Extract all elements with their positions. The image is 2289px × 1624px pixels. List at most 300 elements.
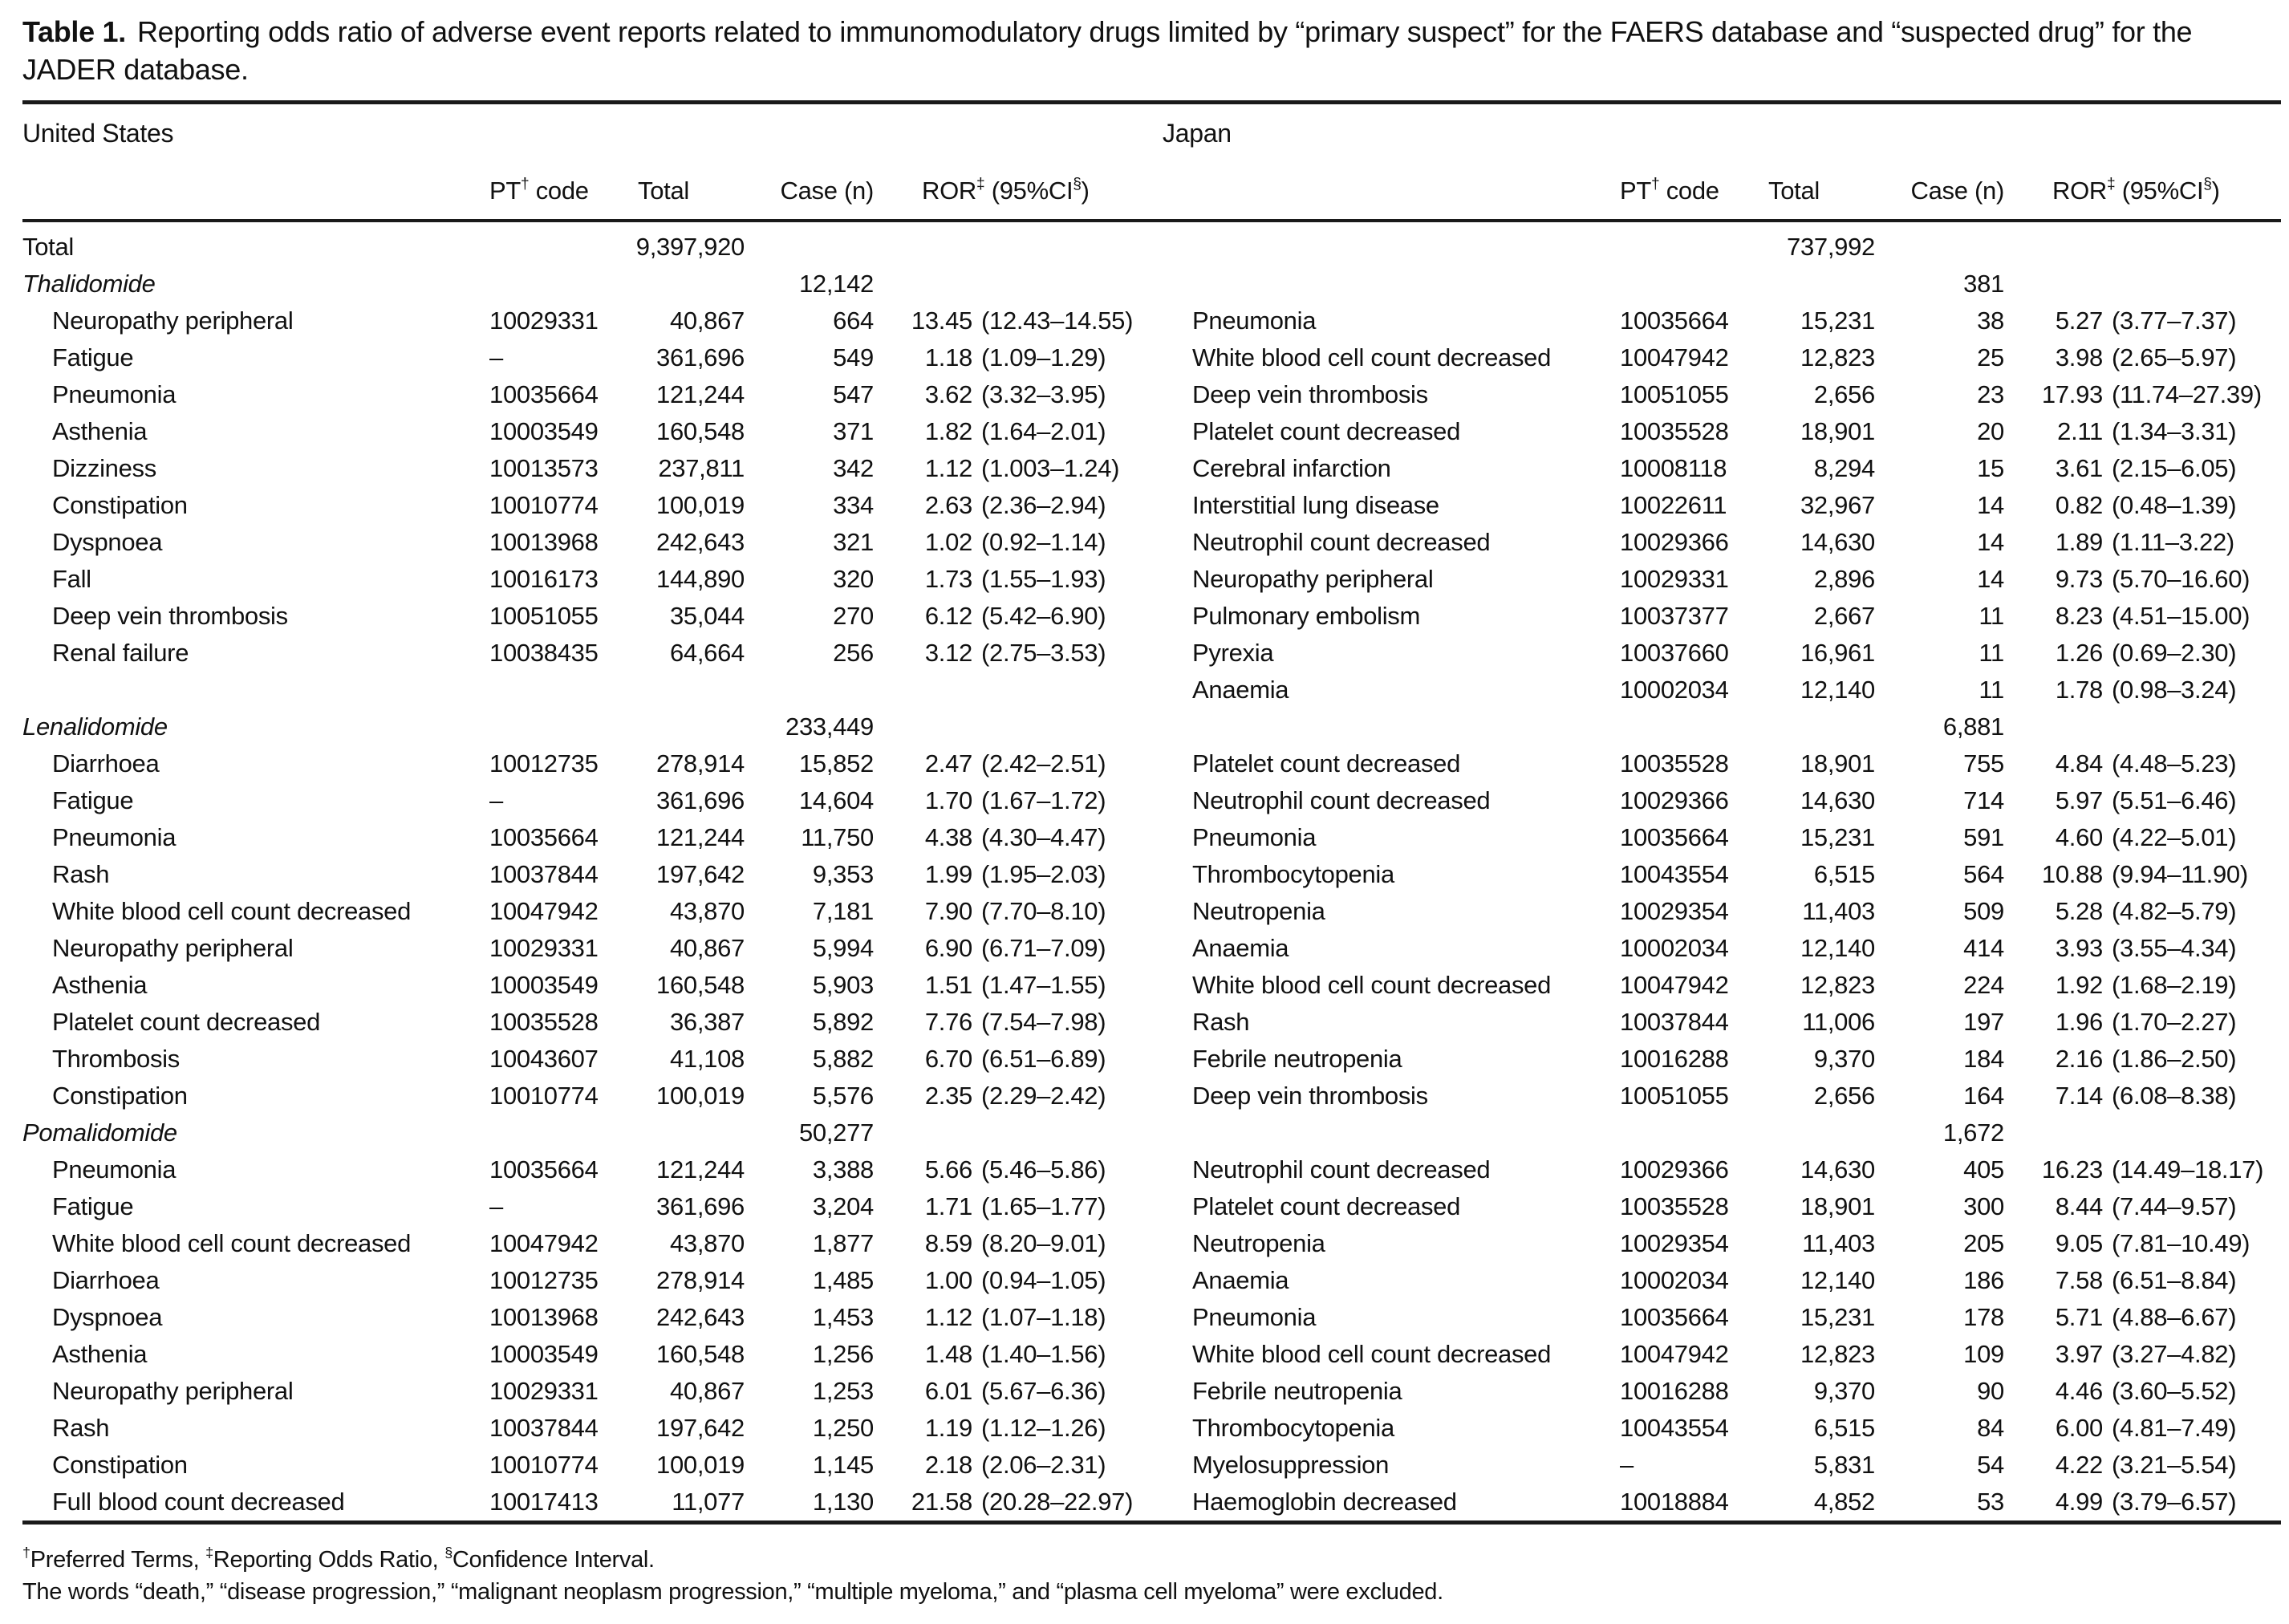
case-n-cell: 20	[1977, 417, 2004, 445]
ror-header-text: ROR	[922, 177, 976, 205]
case-n-cell: 1,672	[1942, 1119, 2004, 1147]
total-cell: 361,696	[656, 1192, 745, 1220]
ror-cell	[874, 639, 1147, 668]
pt-code-cell: –	[489, 1192, 503, 1220]
ror-cell	[2004, 1303, 2289, 1332]
pt-code-cell: 10010774	[489, 1082, 599, 1110]
ror-confidence-interval: (0.92–1.14)	[981, 528, 1106, 556]
table-row	[0, 1484, 2289, 1520]
region-us-label: United States	[22, 119, 174, 148]
ror-cell	[2004, 454, 2289, 483]
case-n-cell: 14	[1977, 491, 2004, 519]
case-n-cell: 186	[1963, 1266, 2004, 1294]
ror-confidence-interval: (6.51–8.84)	[2112, 1266, 2237, 1294]
ror-cell	[2004, 417, 2289, 446]
ror-cell	[2004, 1133, 2289, 1134]
table-row	[0, 708, 2289, 745]
pt-code-cell: –	[489, 343, 503, 371]
case-n-cell: 50,277	[798, 1119, 874, 1147]
pt-code-cell: 10029354	[1620, 897, 1729, 925]
case-n-cell: 549	[833, 343, 874, 371]
total-cell: 12,823	[1800, 971, 1875, 999]
pt-code-cell: 10016288	[1620, 1377, 1729, 1405]
ror-cell	[2004, 727, 2289, 728]
ror-confidence-interval: (4.22–5.01)	[2112, 823, 2237, 851]
ror-cell	[2004, 491, 2289, 520]
ae-name-cell	[22, 690, 489, 691]
case-n-cell: 1,453	[812, 1303, 874, 1331]
ror-value: 3.62	[924, 380, 972, 408]
table-row	[0, 376, 2289, 413]
case-n-cell: 1,130	[812, 1488, 874, 1516]
us-ror-header	[874, 177, 1147, 205]
ror-confidence-interval: (1.68–2.19)	[2112, 971, 2237, 999]
ae-name-cell	[1163, 727, 1620, 728]
ror-value: 2.18	[924, 1451, 972, 1479]
total-cell: 36,387	[669, 1008, 745, 1036]
ae-name-cell: Deep vein thrombosis	[52, 602, 288, 630]
ae-name-cell: Neutrophil count decreased	[1192, 1155, 1491, 1183]
ae-name-cell: Lenalidomide	[22, 713, 168, 741]
ror-cell	[2004, 749, 2289, 778]
case-n-cell: 25	[1977, 343, 2004, 371]
ror-value: 7.14	[2055, 1082, 2103, 1110]
ror-confidence-interval: (1.70–2.27)	[2112, 1008, 2237, 1036]
ae-name-cell: Pulmonary embolism	[1192, 602, 1421, 630]
ror-confidence-interval: (6.08–8.38)	[2112, 1082, 2237, 1110]
ror-confidence-interval: (20.28–22.97)	[981, 1488, 1134, 1516]
table-row	[0, 1410, 2289, 1447]
total-cell: 160,548	[656, 971, 745, 999]
ae-name-cell: Platelet count decreased	[52, 1008, 321, 1036]
ae-name-cell	[1163, 284, 1620, 285]
pt-code-cell: 10003549	[489, 1340, 599, 1368]
ror-value: 1.19	[924, 1414, 972, 1442]
pt-code-cell: 10010774	[489, 491, 599, 519]
pt-code-cell: 10002034	[1620, 1266, 1729, 1294]
pt-header-text: code	[529, 177, 589, 205]
ror-cell	[2004, 1340, 2289, 1369]
ror-cell	[874, 528, 1147, 557]
pt-code-cell: 10013573	[489, 454, 599, 482]
ror-value: 7.90	[924, 897, 972, 925]
total-cell: 11,006	[1802, 1008, 1875, 1036]
footnote-exclusions: The words “death,” “disease progression,” “malignant neoplasm progression,” “multiple myeloma,” and “plasma cell myeloma” were excluded.	[22, 1579, 1443, 1605]
case-n-cell: 714	[1963, 786, 2004, 814]
section-symbol: §	[2203, 175, 2212, 193]
ror-value: 6.90	[924, 934, 972, 962]
total-cell: 40,867	[669, 934, 745, 962]
ror-value: 8.23	[2055, 602, 2103, 630]
ror-confidence-interval: (4.48–5.23)	[2112, 749, 2237, 777]
ae-name-cell: Deep vein thrombosis	[1192, 380, 1428, 408]
ae-name-cell: Neutrophil count decreased	[1192, 528, 1491, 556]
pt-code-cell: 10029366	[1620, 1155, 1729, 1183]
pt-code-cell: 10018884	[1620, 1488, 1729, 1516]
pt-code-cell: 10043554	[1620, 1414, 1729, 1442]
pt-code-cell: 10029331	[489, 934, 599, 962]
ror-cell	[2004, 284, 2289, 285]
pt-header-text: PT	[489, 177, 522, 205]
total-cell: 100,019	[656, 1082, 745, 1110]
footnotes	[22, 1544, 2273, 1608]
ae-name-cell: Anaemia	[1192, 934, 1289, 962]
ae-name-cell: Neutropenia	[1192, 897, 1325, 925]
double-dagger-symbol: ‡	[205, 1544, 213, 1561]
dagger-symbol: †	[22, 1544, 30, 1561]
total-cell	[1740, 284, 1875, 285]
ae-name-cell: Pneumonia	[52, 380, 177, 408]
table-row	[0, 302, 2289, 339]
ae-name-cell: Neutropenia	[1192, 1229, 1325, 1257]
ae-name-cell: Thrombocytopenia	[1192, 1414, 1394, 1442]
total-cell: 8,294	[1813, 454, 1875, 482]
ae-name-cell: Haemoglobin decreased	[1192, 1488, 1457, 1516]
ae-name-cell: Anaemia	[1192, 676, 1289, 704]
pt-code-cell: 10051055	[1620, 1082, 1729, 1110]
ae-name-cell: Myelosuppression	[1192, 1451, 1390, 1479]
ror-confidence-interval: (12.43–14.55)	[981, 307, 1134, 335]
ae-name-cell: White blood cell count decreased	[52, 1229, 412, 1257]
ror-cell	[2004, 307, 2289, 335]
pt-code-cell	[489, 690, 610, 691]
ae-name-cell: Total	[22, 233, 74, 261]
ror-cell	[874, 1414, 1147, 1443]
pt-code-cell: 10013968	[489, 1303, 599, 1331]
ror-value: 0.82	[2055, 491, 2103, 519]
ror-confidence-interval: (3.60–5.52)	[2112, 1377, 2237, 1405]
total-cell: 43,870	[669, 1229, 745, 1257]
ror-value: 5.97	[2055, 786, 2103, 814]
ror-value: 3.97	[2055, 1340, 2103, 1368]
table-row	[0, 672, 2289, 708]
pt-code-cell: 10029366	[1620, 528, 1729, 556]
total-cell: 14,630	[1800, 528, 1875, 556]
total-cell: 43,870	[669, 897, 745, 925]
case-n-cell: 197	[1963, 1008, 2004, 1036]
footnote-definitions	[22, 1544, 2273, 1576]
ror-cell	[2004, 528, 2289, 557]
table-row	[0, 1078, 2289, 1114]
ae-name-cell: Platelet count decreased	[1192, 1192, 1461, 1220]
ror-confidence-interval: (5.67–6.36)	[981, 1377, 1106, 1405]
ror-cell	[2004, 1082, 2289, 1110]
ror-value: 1.02	[924, 528, 972, 556]
table-row	[0, 782, 2289, 819]
ror-value: 4.60	[2055, 823, 2103, 851]
table-row	[0, 561, 2289, 598]
ae-name-cell: Renal failure	[52, 639, 189, 667]
pt-code-cell: 10037844	[489, 1414, 599, 1442]
ae-name-cell: Fatigue	[52, 786, 134, 814]
ror-value: 4.99	[2055, 1488, 2103, 1516]
pt-code-cell	[489, 284, 610, 285]
total-cell: 15,231	[1800, 1303, 1875, 1331]
ror-cell	[874, 971, 1147, 1000]
ror-header-text: )	[1081, 177, 1090, 205]
pt-code-cell: 10035664	[1620, 1303, 1729, 1331]
total-cell: 12,823	[1800, 1340, 1875, 1368]
pt-code-cell: 10029331	[489, 307, 599, 335]
ae-name-cell: Febrile neutropenia	[1192, 1377, 1402, 1405]
ror-cell	[874, 307, 1147, 335]
case-n-cell: 1,877	[812, 1229, 874, 1257]
ror-confidence-interval: (3.27–4.82)	[2112, 1340, 2237, 1368]
ae-name-cell: Fatigue	[52, 1192, 134, 1220]
ae-name-cell: Platelet count decreased	[1192, 417, 1461, 445]
us-pt-code-header	[489, 177, 610, 205]
total-cell: 41,108	[669, 1045, 745, 1073]
case-n-cell: 233,449	[785, 713, 874, 741]
pt-code-cell: 10051055	[1620, 380, 1729, 408]
pt-code-cell: 10047942	[1620, 343, 1729, 371]
ror-confidence-interval: (4.82–5.79)	[2112, 897, 2237, 925]
pt-code-cell: 10035528	[489, 1008, 599, 1036]
ror-confidence-interval: (1.64–2.01)	[981, 417, 1106, 445]
ror-confidence-interval: (9.94–11.90)	[2112, 860, 2248, 888]
total-cell: 11,403	[1802, 897, 1875, 925]
ae-name-cell: White blood cell count decreased	[52, 897, 412, 925]
case-n-cell: 270	[833, 602, 874, 630]
total-cell: 9,370	[1813, 1045, 1875, 1073]
ror-confidence-interval: (1.40–1.56)	[981, 1340, 1106, 1368]
ae-name-cell: Cerebral infarction	[1192, 454, 1391, 482]
ror-value: 9.73	[2055, 565, 2103, 593]
region-japan-label: Japan	[1163, 119, 1232, 148]
ror-value: 1.73	[924, 565, 972, 593]
table-caption-text: Reporting odds ratio of adverse event reports related to immunomodulatory drugs limited by “primary suspect” for the FAERS database and “suspected drug” for the JADER database.	[22, 15, 2193, 86]
footnote-text: Confidence Interval.	[452, 1547, 655, 1573]
pt-code-cell: 10051055	[489, 602, 599, 630]
ror-cell	[874, 823, 1147, 852]
ror-cell	[2004, 1414, 2289, 1443]
ror-value: 1.18	[924, 343, 972, 371]
table-row	[0, 413, 2289, 450]
ae-name-cell: Pneumonia	[1192, 823, 1317, 851]
case-n-cell: 1,145	[812, 1451, 874, 1479]
ror-value: 1.71	[924, 1192, 972, 1220]
ror-value: 2.16	[2055, 1045, 2103, 1073]
dagger-symbol: †	[1651, 175, 1660, 193]
ae-name-cell: Neutrophil count decreased	[1192, 786, 1491, 814]
case-n-cell: 1,250	[812, 1414, 874, 1442]
ror-cell	[2004, 1008, 2289, 1037]
case-n-cell: 1,253	[812, 1377, 874, 1405]
table-number-label: Table 1.	[22, 15, 126, 48]
total-cell: 12,140	[1800, 934, 1875, 962]
case-n-cell: 11	[1979, 676, 2004, 704]
pt-code-cell: 10012735	[489, 1266, 599, 1294]
ror-confidence-interval: (4.51–15.00)	[2112, 602, 2250, 630]
total-cell: 14,630	[1800, 1155, 1875, 1183]
ae-name-cell: Neuropathy peripheral	[52, 307, 294, 335]
ror-confidence-interval: (1.65–1.77)	[981, 1192, 1106, 1220]
case-n-cell: 5,892	[812, 1008, 874, 1036]
dagger-symbol: †	[521, 175, 530, 193]
ror-value: 2.47	[924, 749, 972, 777]
jp-total-header: Total	[1768, 177, 1820, 205]
pt-code-cell: 10013968	[489, 528, 599, 556]
ror-cell	[2004, 343, 2289, 372]
ror-value: 1.82	[924, 417, 972, 445]
total-cell: 361,696	[656, 786, 745, 814]
table-row	[0, 1114, 2289, 1151]
ror-cell	[874, 1340, 1147, 1369]
ror-cell	[874, 454, 1147, 483]
ror-confidence-interval: (1.09–1.29)	[981, 343, 1106, 371]
ae-name-cell: Constipation	[52, 1082, 188, 1110]
ror-value: 21.58	[911, 1488, 972, 1516]
case-n-cell: 11,750	[801, 823, 874, 851]
ae-name-cell: Thalidomide	[22, 270, 156, 298]
ae-name-cell: Asthenia	[52, 971, 148, 999]
ror-header-text: (95%CI	[2115, 177, 2204, 205]
ae-name-cell: Pneumonia	[52, 1155, 177, 1183]
ror-cell	[874, 1377, 1147, 1406]
table-row	[0, 635, 2289, 672]
table-rows	[0, 222, 2289, 1520]
total-cell: 197,642	[656, 1414, 745, 1442]
total-cell	[1740, 1133, 1875, 1134]
pt-code-cell: 10012735	[489, 749, 599, 777]
ror-cell	[2004, 1266, 2289, 1295]
ae-name-cell: Anaemia	[1192, 1266, 1289, 1294]
pt-code-cell: 10047942	[1620, 1340, 1729, 1368]
ror-value: 7.76	[924, 1008, 972, 1036]
pt-code-cell: 10035664	[1620, 307, 1729, 335]
pt-code-cell: 10037377	[1620, 602, 1729, 630]
pt-code-cell: 10029366	[1620, 786, 1729, 814]
ror-cell	[874, 690, 1147, 691]
ror-value: 1.00	[924, 1266, 972, 1294]
ror-confidence-interval: (4.88–6.67)	[2112, 1303, 2237, 1331]
pt-code-cell	[489, 1133, 610, 1134]
ror-value: 1.51	[924, 971, 972, 999]
pt-code-cell: 10029331	[489, 1377, 599, 1405]
ror-cell	[2004, 786, 2289, 815]
ror-confidence-interval: (3.55–4.34)	[2112, 934, 2237, 962]
pt-code-cell	[1620, 1133, 1740, 1134]
table-row	[0, 1447, 2289, 1484]
total-cell: 14,630	[1800, 786, 1875, 814]
ror-value: 9.05	[2055, 1229, 2103, 1257]
pt-code-cell: –	[489, 786, 503, 814]
total-cell: 12,140	[1800, 676, 1875, 704]
ror-header-text: ROR	[2052, 177, 2107, 205]
case-n-cell: 547	[833, 380, 874, 408]
ror-confidence-interval: (5.46–5.86)	[981, 1155, 1106, 1183]
ror-value: 3.98	[2055, 343, 2103, 371]
ror-value: 2.63	[924, 491, 972, 519]
ror-cell	[874, 417, 1147, 446]
case-n-cell: 3,204	[812, 1192, 874, 1220]
case-n-cell: 405	[1963, 1155, 2004, 1183]
ror-confidence-interval: (1.67–1.72)	[981, 786, 1106, 814]
us-case-n-header: Case (n)	[780, 177, 874, 205]
case-n-cell: 14,604	[798, 786, 874, 814]
pt-code-cell: 10047942	[489, 1229, 599, 1257]
ror-value: 4.46	[2055, 1377, 2103, 1405]
ror-value: 10.88	[2041, 860, 2103, 888]
pt-code-cell	[489, 727, 610, 728]
ae-name-cell: Asthenia	[52, 417, 148, 445]
pt-code-cell: –	[1620, 1451, 1634, 1479]
ror-cell	[874, 565, 1147, 594]
pt-code-cell: 10010774	[489, 1451, 599, 1479]
case-n-cell: 178	[1963, 1303, 2004, 1331]
total-cell: 197,642	[656, 860, 745, 888]
ror-cell	[874, 727, 1147, 728]
ror-confidence-interval: (1.47–1.55)	[981, 971, 1106, 999]
ror-confidence-interval: (11.74–27.39)	[2112, 380, 2262, 408]
pt-code-cell	[1620, 727, 1740, 728]
ror-value: 16.23	[2041, 1155, 2103, 1183]
pt-code-cell: 10002034	[1620, 934, 1729, 962]
ror-cell	[874, 247, 1147, 248]
region-header-row	[0, 104, 2289, 152]
ror-cell	[874, 860, 1147, 889]
ae-name-cell	[1163, 247, 1620, 248]
case-n-cell: 320	[833, 565, 874, 593]
total-cell: 121,244	[656, 380, 745, 408]
ror-confidence-interval: (1.34–3.31)	[2112, 417, 2237, 445]
case-n-cell: 3,388	[812, 1155, 874, 1183]
ror-cell	[2004, 639, 2289, 668]
ror-confidence-interval: (6.51–6.89)	[981, 1045, 1106, 1073]
total-cell: 18,901	[1800, 417, 1875, 445]
case-n-cell: 5,882	[812, 1045, 874, 1073]
case-n-cell: 54	[1977, 1451, 2004, 1479]
ror-cell	[874, 897, 1147, 926]
case-n-cell: 564	[1963, 860, 2004, 888]
case-n-cell: 90	[1977, 1377, 2004, 1405]
footnote-text: Preferred Terms,	[30, 1547, 206, 1573]
footnote-text: Reporting Odds Ratio,	[213, 1547, 445, 1573]
ae-name-cell: Pyrexia	[1192, 639, 1274, 667]
ror-confidence-interval: (1.12–1.26)	[981, 1414, 1106, 1442]
ror-value: 7.58	[2055, 1266, 2103, 1294]
ror-confidence-interval: (2.65–5.97)	[2112, 343, 2237, 371]
ror-cell	[2004, 676, 2289, 704]
ae-name-cell: Interstitial lung disease	[1192, 491, 1439, 519]
table-row	[0, 1373, 2289, 1410]
case-n-cell	[745, 690, 874, 691]
table-row	[0, 1004, 2289, 1041]
total-cell: 15,231	[1800, 823, 1875, 851]
ror-value: 1.12	[924, 1303, 972, 1331]
pt-code-cell: 10047942	[489, 897, 599, 925]
ror-value: 4.84	[2055, 749, 2103, 777]
ror-confidence-interval: (5.70–16.60)	[2112, 565, 2250, 593]
total-cell	[610, 690, 745, 691]
pt-code-cell: 10035664	[1620, 823, 1729, 851]
ror-value: 6.01	[924, 1377, 972, 1405]
ror-confidence-interval: (1.11–3.22)	[2112, 528, 2234, 556]
case-n-cell: 5,994	[812, 934, 874, 962]
ror-value: 3.93	[2055, 934, 2103, 962]
ae-name-cell: Diarrhoea	[52, 749, 160, 777]
ror-value: 13.45	[911, 307, 972, 335]
pt-header-text: PT	[1620, 177, 1652, 205]
total-cell: 2,656	[1813, 1082, 1875, 1110]
total-cell: 11,403	[1802, 1229, 1875, 1257]
case-n-cell: 6,881	[1942, 713, 2004, 741]
ror-confidence-interval: (5.42–6.90)	[981, 602, 1106, 630]
ror-confidence-interval: (2.29–2.42)	[981, 1082, 1106, 1110]
ror-cell	[2004, 1451, 2289, 1480]
case-n-cell: 109	[1963, 1340, 2004, 1368]
case-n-cell	[745, 247, 874, 248]
